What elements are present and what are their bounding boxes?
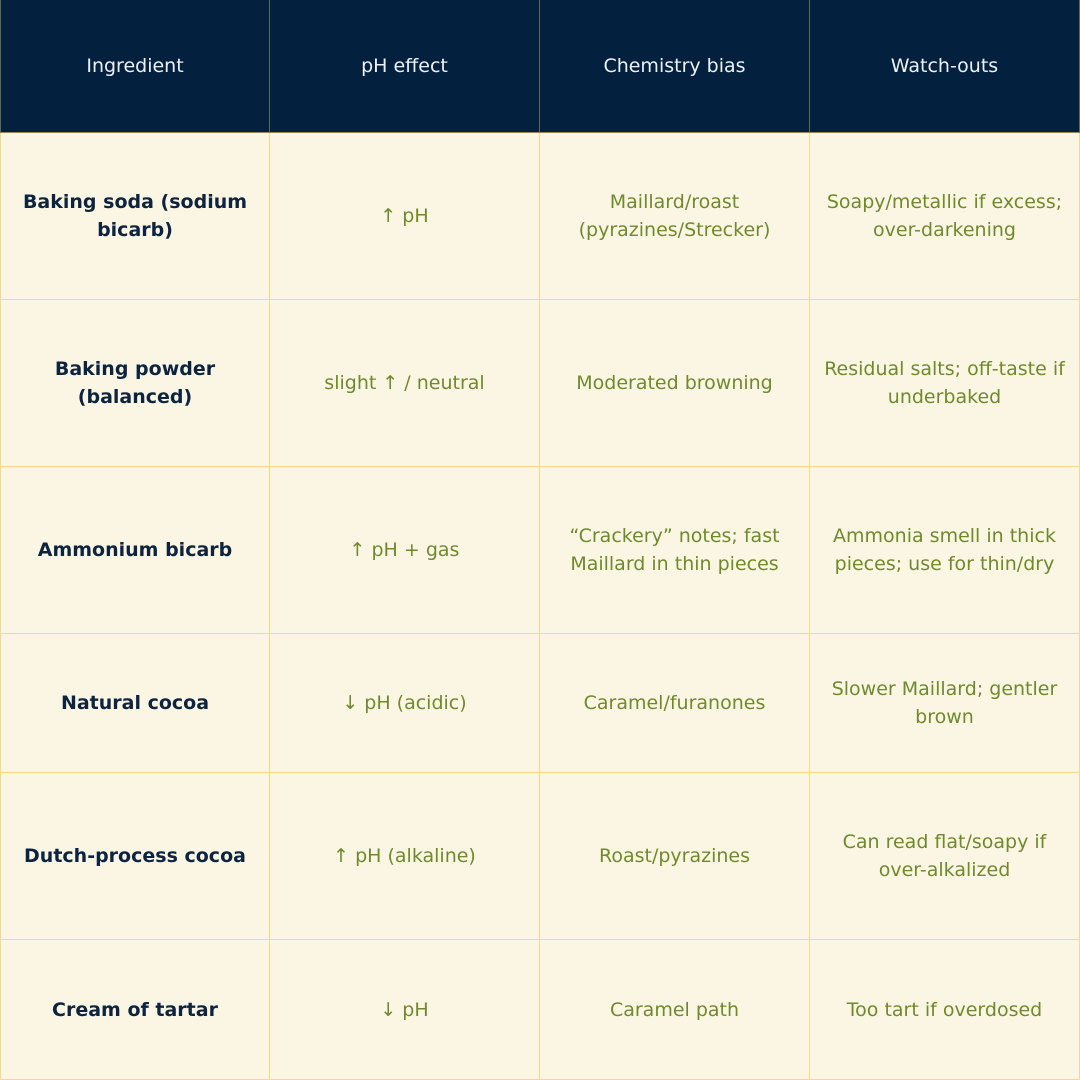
table-cell-ph-effect: ↓ pH (acidic) — [270, 634, 540, 773]
table-cell-watch-outs: Can read flat/soapy if over-alkalized — [810, 773, 1080, 940]
table-cell-ingredient: Natural cocoa — [0, 634, 270, 773]
table-cell-ph-effect: slight ↑ / neutral — [270, 300, 540, 467]
table-cell-watch-outs: Slower Maillard; gentler brown — [810, 634, 1080, 773]
table-cell-chemistry-bias: Moderated browning — [540, 300, 810, 467]
table-cell-watch-outs: Soapy/metallic if excess; over-darkening — [810, 133, 1080, 300]
table-cell-ingredient: Dutch-process cocoa — [0, 773, 270, 940]
table-cell-ph-effect: ↑ pH — [270, 133, 540, 300]
table-cell-chemistry-bias: Roast/pyrazines — [540, 773, 810, 940]
table-cell-watch-outs: Too tart if overdosed — [810, 940, 1080, 1080]
table-cell-chemistry-bias: Caramel/furanones — [540, 634, 810, 773]
table-cell-ph-effect: ↑ pH + gas — [270, 467, 540, 634]
header-ingredient: Ingredient — [0, 0, 270, 133]
table-cell-watch-outs: Residual salts; off-taste if underbaked — [810, 300, 1080, 467]
table-cell-chemistry-bias: Maillard/roast (pyrazines/Strecker) — [540, 133, 810, 300]
table-cell-ph-effect: ↓ pH — [270, 940, 540, 1080]
table-cell-chemistry-bias: “Crackery” notes; fast Maillard in thin pieces — [540, 467, 810, 634]
table-cell-ingredient: Baking soda (sodium bicarb) — [0, 133, 270, 300]
table-cell-ingredient: Ammonium bicarb — [0, 467, 270, 634]
table-cell-ingredient: Cream of tartar — [0, 940, 270, 1080]
table-cell-chemistry-bias: Caramel path — [540, 940, 810, 1080]
table-cell-ingredient: Baking powder (balanced) — [0, 300, 270, 467]
header-ph-effect: pH effect — [270, 0, 540, 133]
header-chemistry-bias: Chemistry bias — [540, 0, 810, 133]
table-cell-watch-outs: Ammonia smell in thick pieces; use for thin/dry — [810, 467, 1080, 634]
header-watch-outs: Watch-outs — [810, 0, 1080, 133]
table-cell-ph-effect: ↑ pH (alkaline) — [270, 773, 540, 940]
